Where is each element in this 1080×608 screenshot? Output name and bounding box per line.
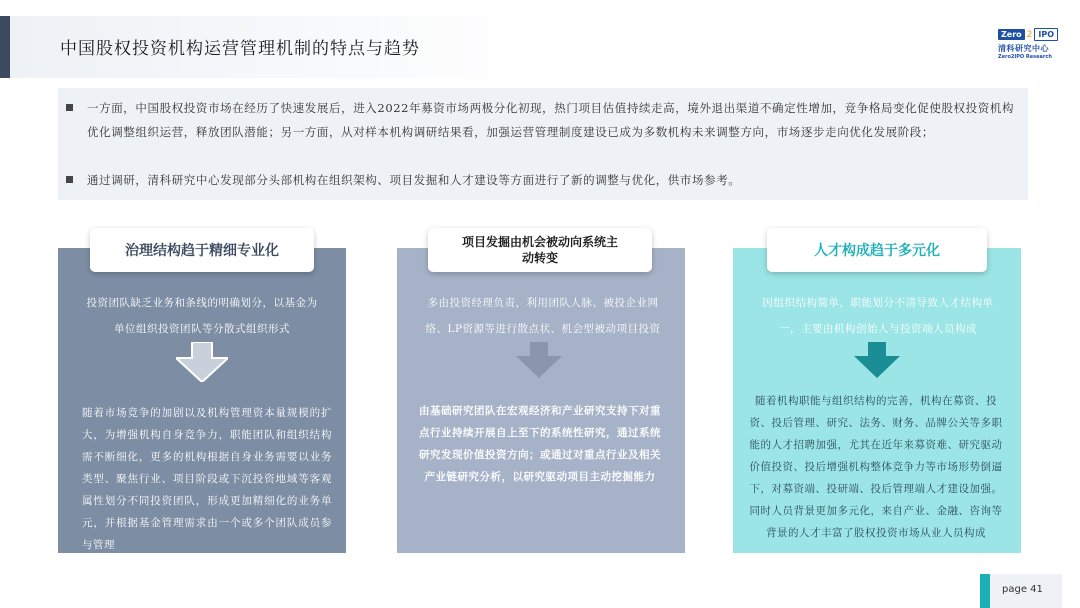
intro-bullet-text: 一方面，中国股权投资市场在经历了快速发展后，进入2022年募资市场两极分化初现，热门项目估值持续走高，境外退出渠道不确定性增加，竞争格局变化促使股权投资机构优化调整组织运营，释放团队潜能；另一方面，从对样本机构调研结果看，加强运营管理制度建设已成为多数机构未来调整方向，市场逐步走向优化发展阶段； xyxy=(87,101,1015,139)
intro-bullet-2 xyxy=(66,168,1017,192)
page-number: page 41 xyxy=(1002,584,1043,595)
intro-bullet-text: 通过调研，清科研究中心发现部分头部机构在组织架构、项目发掘和人才建设等方面进行了新的调整与优化，供市场参考。 xyxy=(87,173,741,187)
page-number-accent xyxy=(980,574,990,608)
bullet-square-icon xyxy=(66,176,73,183)
column-heading-talent: 人才构成趋于多元化 xyxy=(767,228,987,272)
column-before-text: 多由投资经理负责，利用团队人脉、被投企业网络、LP资源等进行散点状、机会型被动项目投资 xyxy=(425,297,661,335)
column-before-text: 投资团队缺乏业务和条线的明确划分，以基金为单位组织投资团队等分散式组织形式 xyxy=(86,297,318,335)
column-heading-governance: 治理结构趋于精细专业化 xyxy=(90,228,314,272)
column-before-text: 因组织结构简单，职能划分不清导致人才结构单一，主要由机构创始人与投资端人员构成 xyxy=(762,297,994,335)
page-title: 中国股权投资机构运营管理机制的特点与趋势 xyxy=(60,39,420,59)
intro-panel xyxy=(58,88,1028,200)
down-arrow-icon xyxy=(854,342,900,378)
column-after-text: 随着市场竞争的加剧以及机构管理资本量规模的扩大，为增强机构自身竞争力，职能团队和组织结构需不断细化，更多的机构根据自身业务需要以业务类型、聚焦行业、项目阶段或下沉投资地域等客观属性划分不同投资团队，形成更加精细化的业务单元，并根据基金管理需求由一个或多个团队成员参与管理 xyxy=(82,407,332,551)
intro-bullet-1 xyxy=(66,96,1017,144)
logo-word-zero: Zero xyxy=(998,29,1025,40)
logo-word-ipo: IPO xyxy=(1034,28,1058,41)
column-after-text: 由基础研究团队在宏观经济和产业研究支持下对重点行业持续开展自上至下的系统性研究，通过系统研究发现价值投资方向；或通过对重点行业及相关产业链研究分析，以研究驱动项目主动挖掘能力 xyxy=(419,405,661,483)
down-arrow-icon xyxy=(176,342,228,382)
zero2ipo-logo xyxy=(998,28,1062,68)
column-after-text: 随着机构职能与组织结构的完善，机构在募资、投资、投后管理、研究、法务、财务、品牌公关等多职能的人才招聘加强，尤其在近年来募资难、研究驱动价值投资、投后增强机构整体竞争力等市场形势倒逼下，对募资端、投研端、投后管理端人才建设加强。同时人员背景更加多元化，来自产业、金融、咨询等背景的人才丰富了股权投资市场从业人员构成 xyxy=(749,395,1003,539)
logo-mark: 2 xyxy=(1026,29,1033,40)
column-heading-deal-sourcing: 项目发掘由机会被动向系统主动转变 xyxy=(428,228,652,272)
down-arrow-icon xyxy=(516,342,562,378)
logo-cn-text: 清科研究中心 xyxy=(998,44,1049,53)
logo-en-text: Zero2IPO Research xyxy=(998,54,1052,60)
bullet-square-icon xyxy=(66,104,73,111)
title-accent-bar xyxy=(0,16,10,78)
